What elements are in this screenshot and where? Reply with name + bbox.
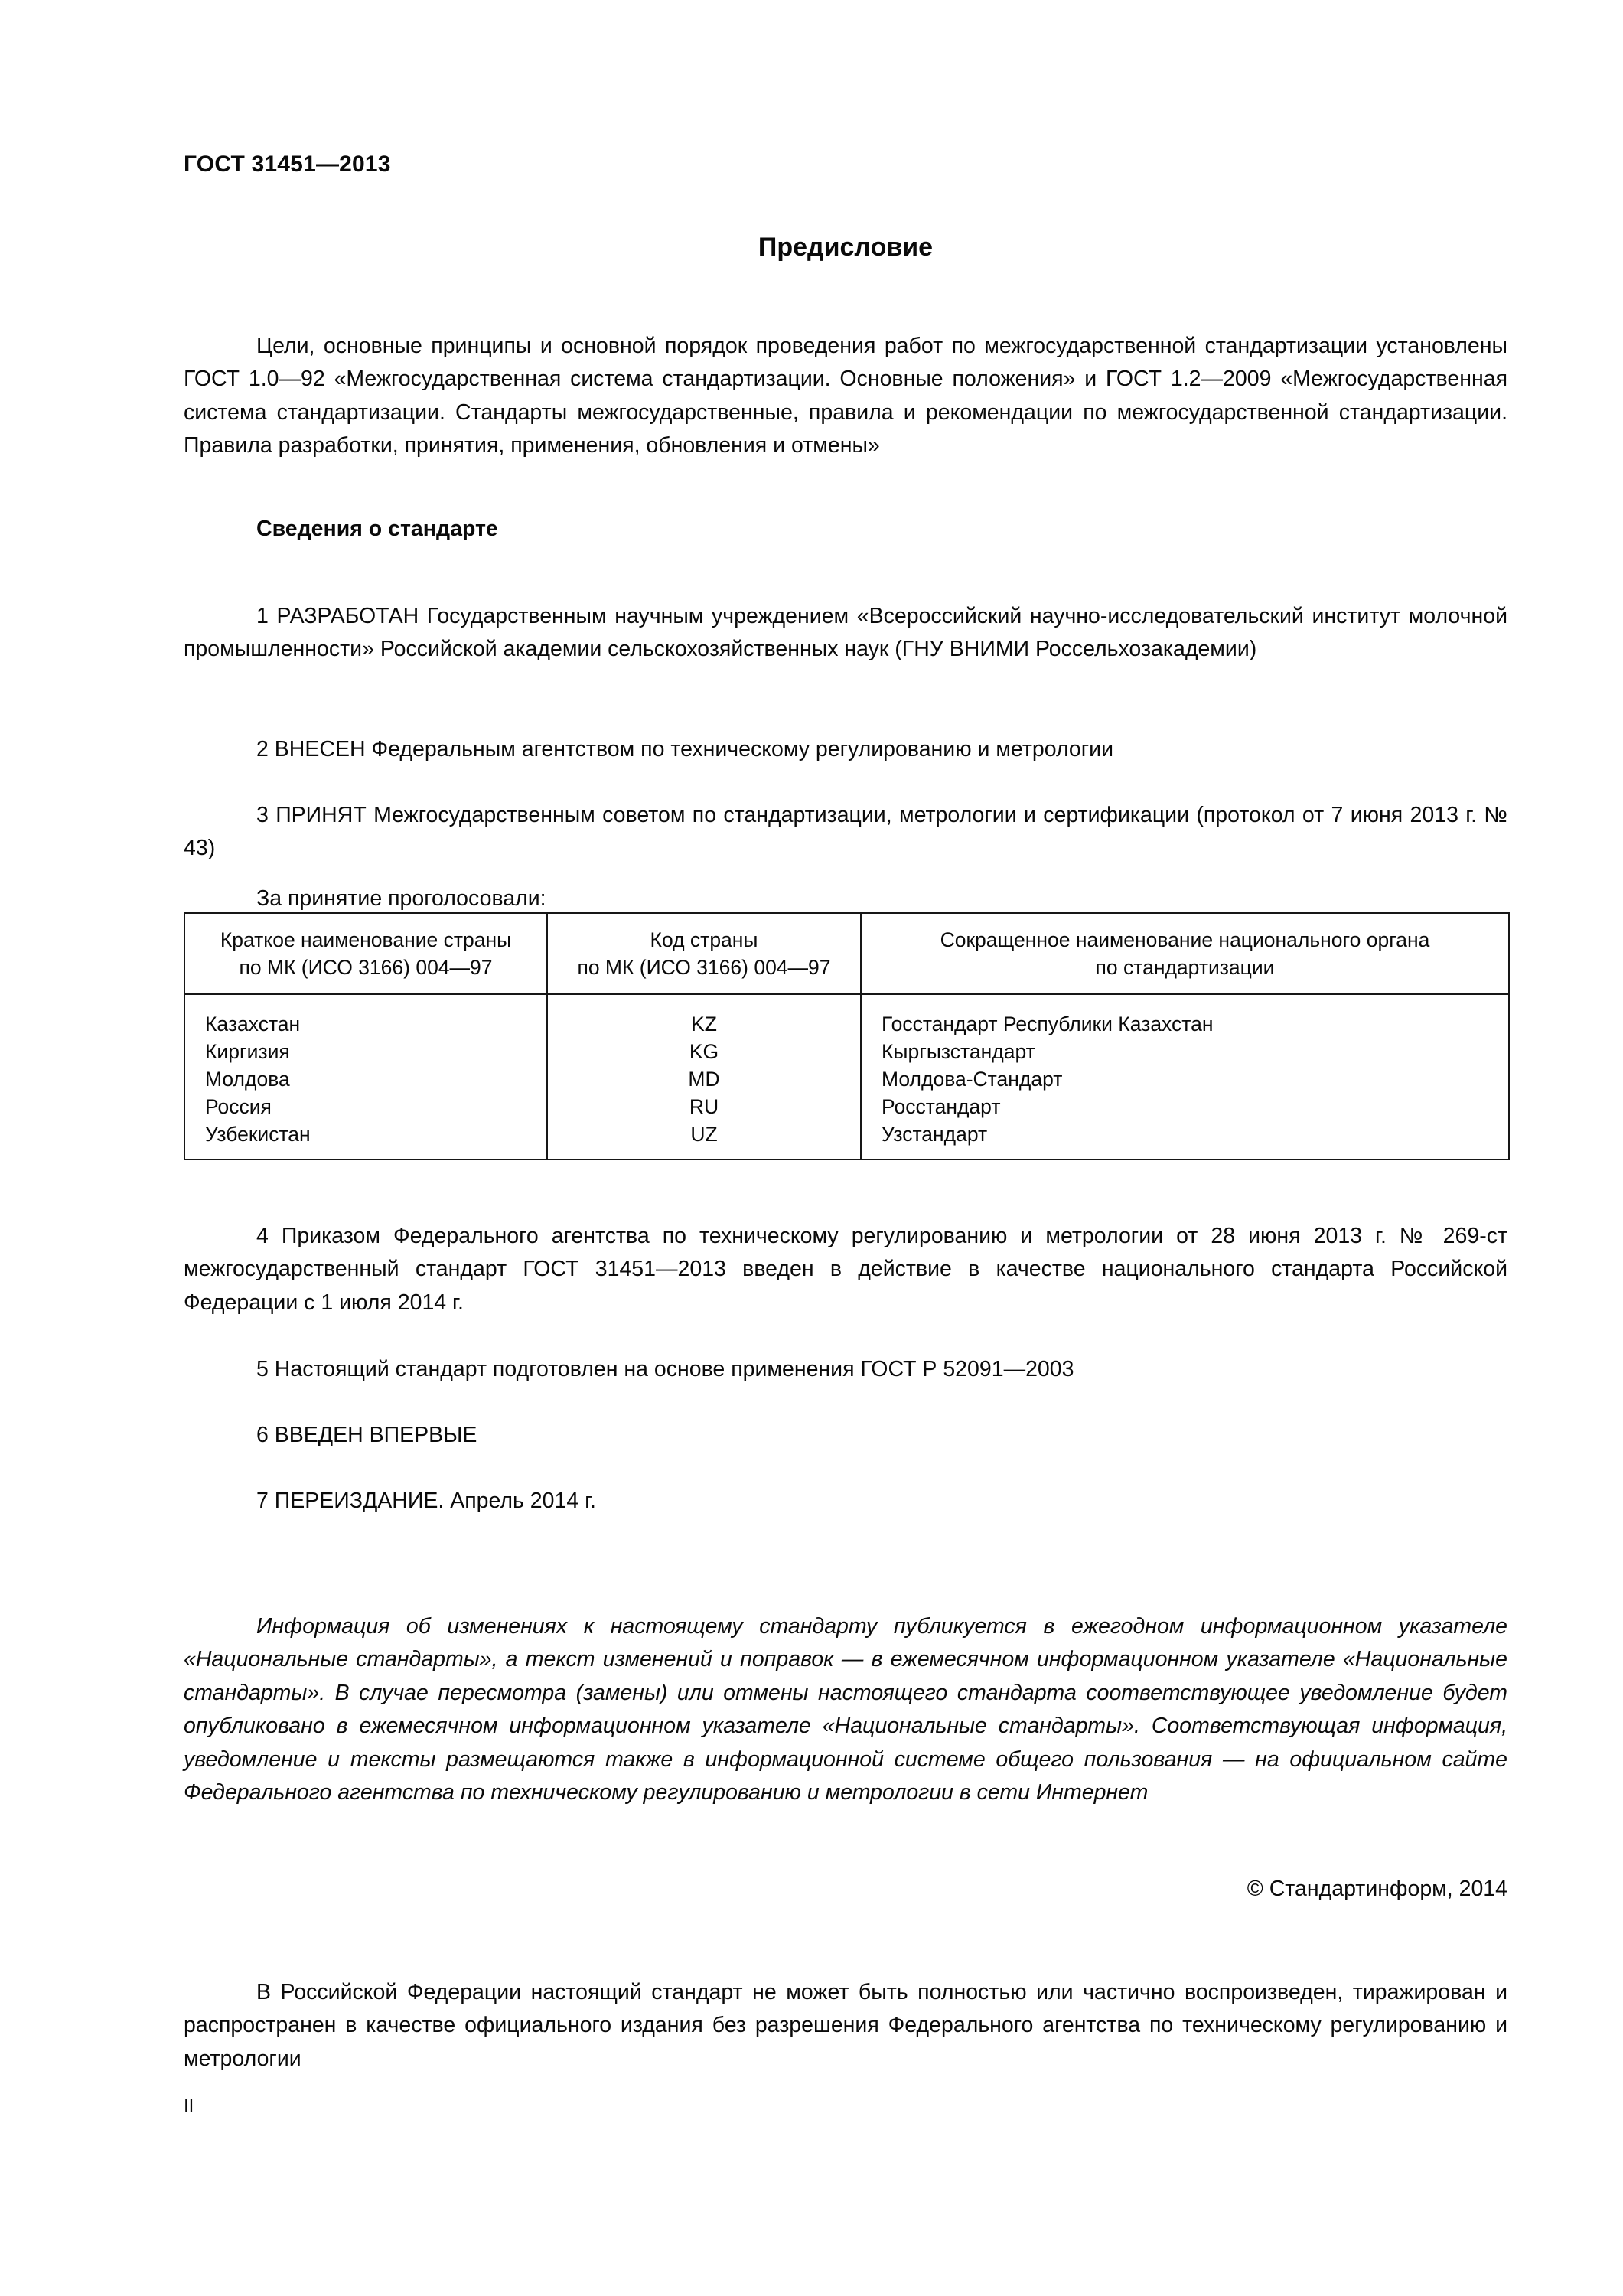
reproduction-rights-paragraph: В Российской Федерации настоящий стандарт не может быть полностью или частично воспроизведен, тиражирован и распространен в качестве официального издания без разрешения Федерального агентства по техническому регулированию и метрологии — [184, 1979, 1507, 2071]
page-number: II — [184, 2095, 194, 2116]
copyright-line: © Стандартинформ, 2014 — [1247, 1877, 1507, 1901]
national-body-list — [862, 1010, 1508, 1148]
column-header-line2: по стандартизации — [1095, 956, 1275, 979]
list-item: MD — [688, 1068, 720, 1091]
list-item: KZ — [691, 1013, 717, 1035]
list-item: Россия — [205, 1095, 272, 1118]
vote-caption: За принятие проголосовали: — [256, 885, 546, 911]
page-title: Предисловие — [758, 232, 934, 262]
list-item: Узбекистан — [205, 1123, 311, 1146]
list-item: Казахстан — [205, 1013, 301, 1035]
list-item: Молдова — [205, 1068, 290, 1091]
country-name-list — [185, 1010, 546, 1148]
clause-2: 2 ВНЕСЕН Федеральным агентством по техническому регулированию и метрологии — [256, 736, 1114, 762]
standard-number-header: ГОСТ 31451—2013 — [184, 152, 391, 177]
country-code-list — [548, 1010, 860, 1148]
list-item: Кыргызстандарт — [882, 1040, 1035, 1063]
column-header-line1: Сокращенное наименование национального органа — [940, 928, 1430, 951]
column-header-line2: по МК (ИСО 3166) 004—97 — [239, 956, 493, 979]
list-item: Молдова-Стандарт — [882, 1068, 1063, 1091]
clause-6: 6 ВВЕДЕН ВПЕРВЫЕ — [256, 1422, 477, 1447]
list-item: Киргизия — [205, 1040, 290, 1063]
column-header-line2: по МК (ИСО 3166) 004—97 — [577, 956, 831, 979]
voting-countries-table — [184, 912, 1510, 1160]
cell-national-bodies — [861, 994, 1509, 1159]
column-header-line1: Код страны — [650, 928, 758, 951]
list-item: Госстандарт Республики Казахстан — [882, 1013, 1214, 1035]
section-heading-standard-info: Сведения о стандарте — [256, 517, 498, 541]
clause-3: 3 ПРИНЯТ Межгосударственным советом по стандартизации, метрологии и сертификации (протокол от 7 июня 2013 г. № 43) — [184, 802, 1507, 860]
clause-5: 5 Настоящий стандарт подготовлен на основе применения ГОСТ Р 52091—2003 — [256, 1356, 1074, 1381]
list-item: RU — [689, 1095, 719, 1118]
intro-paragraph: Цели, основные принципы и основной порядок проведения работ по межгосударственной стандартизации установлены ГОСТ 1.0—92 «Межгосударственная система стандартизации. Основные положения» и ГОСТ 1.2—2009 «Межгосударственная система стандартизации. Стандарты межгосударственные, правила и рекомендации по межгосударственной стандартизации. Правила разработки, принятия, применения, обновления и отмены» — [184, 333, 1507, 458]
amendment-notice: Информация об изменениях к настоящему стандарту публикуется в ежегодном информационном указателе «Национальные стандарты», а текст изменений и поправок — в ежемесячном информационном указателе «Национальные стандарты». В случае пересмотра (замены) или отмены настоящего стандарта соответствующее уведомление будет опубликовано в ежемесячном информационном указателе «Национальные стандарты». Соответствующая информация, уведомление и тексты размещаются также в информационной системе общего пользования — на официальном сайте Федерального агентства по техническому регулированию и метрологии в сети Интернет — [184, 1613, 1507, 1805]
table-header-row — [184, 913, 1509, 994]
clause-1: 1 РАЗРАБОТАН Государственным научным учреждением «Всероссийский научно-исследовательский институт молочной промышленности» Российской академии сельскохозяйственных наук (ГНУ ВНИМИ Россельхозакадемии) — [184, 603, 1507, 661]
clause-7: 7 ПЕРЕИЗДАНИЕ. Апрель 2014 г. — [256, 1488, 596, 1513]
list-item: KG — [689, 1040, 719, 1063]
table-row — [184, 994, 1509, 1159]
list-item: UZ — [690, 1123, 718, 1146]
cell-country-codes — [547, 994, 861, 1159]
column-header-national-body — [861, 913, 1509, 994]
clause-4: 4 Приказом Федерального агентства по техническому регулированию и метрологии от 28 июня 2013 г. № 269-ст межгосударственный стандарт ГОСТ 31451—2013 введен в действие в качестве национального стандарта Российской Федерации с 1 июля 2014 г. — [184, 1223, 1507, 1315]
list-item: Росстандарт — [882, 1095, 1001, 1118]
column-header-country-code — [547, 913, 861, 994]
column-header-line1: Краткое наименование страны — [220, 928, 512, 951]
list-item: Узстандарт — [882, 1123, 988, 1146]
column-header-country-name — [184, 913, 547, 994]
cell-country-names — [184, 994, 547, 1159]
